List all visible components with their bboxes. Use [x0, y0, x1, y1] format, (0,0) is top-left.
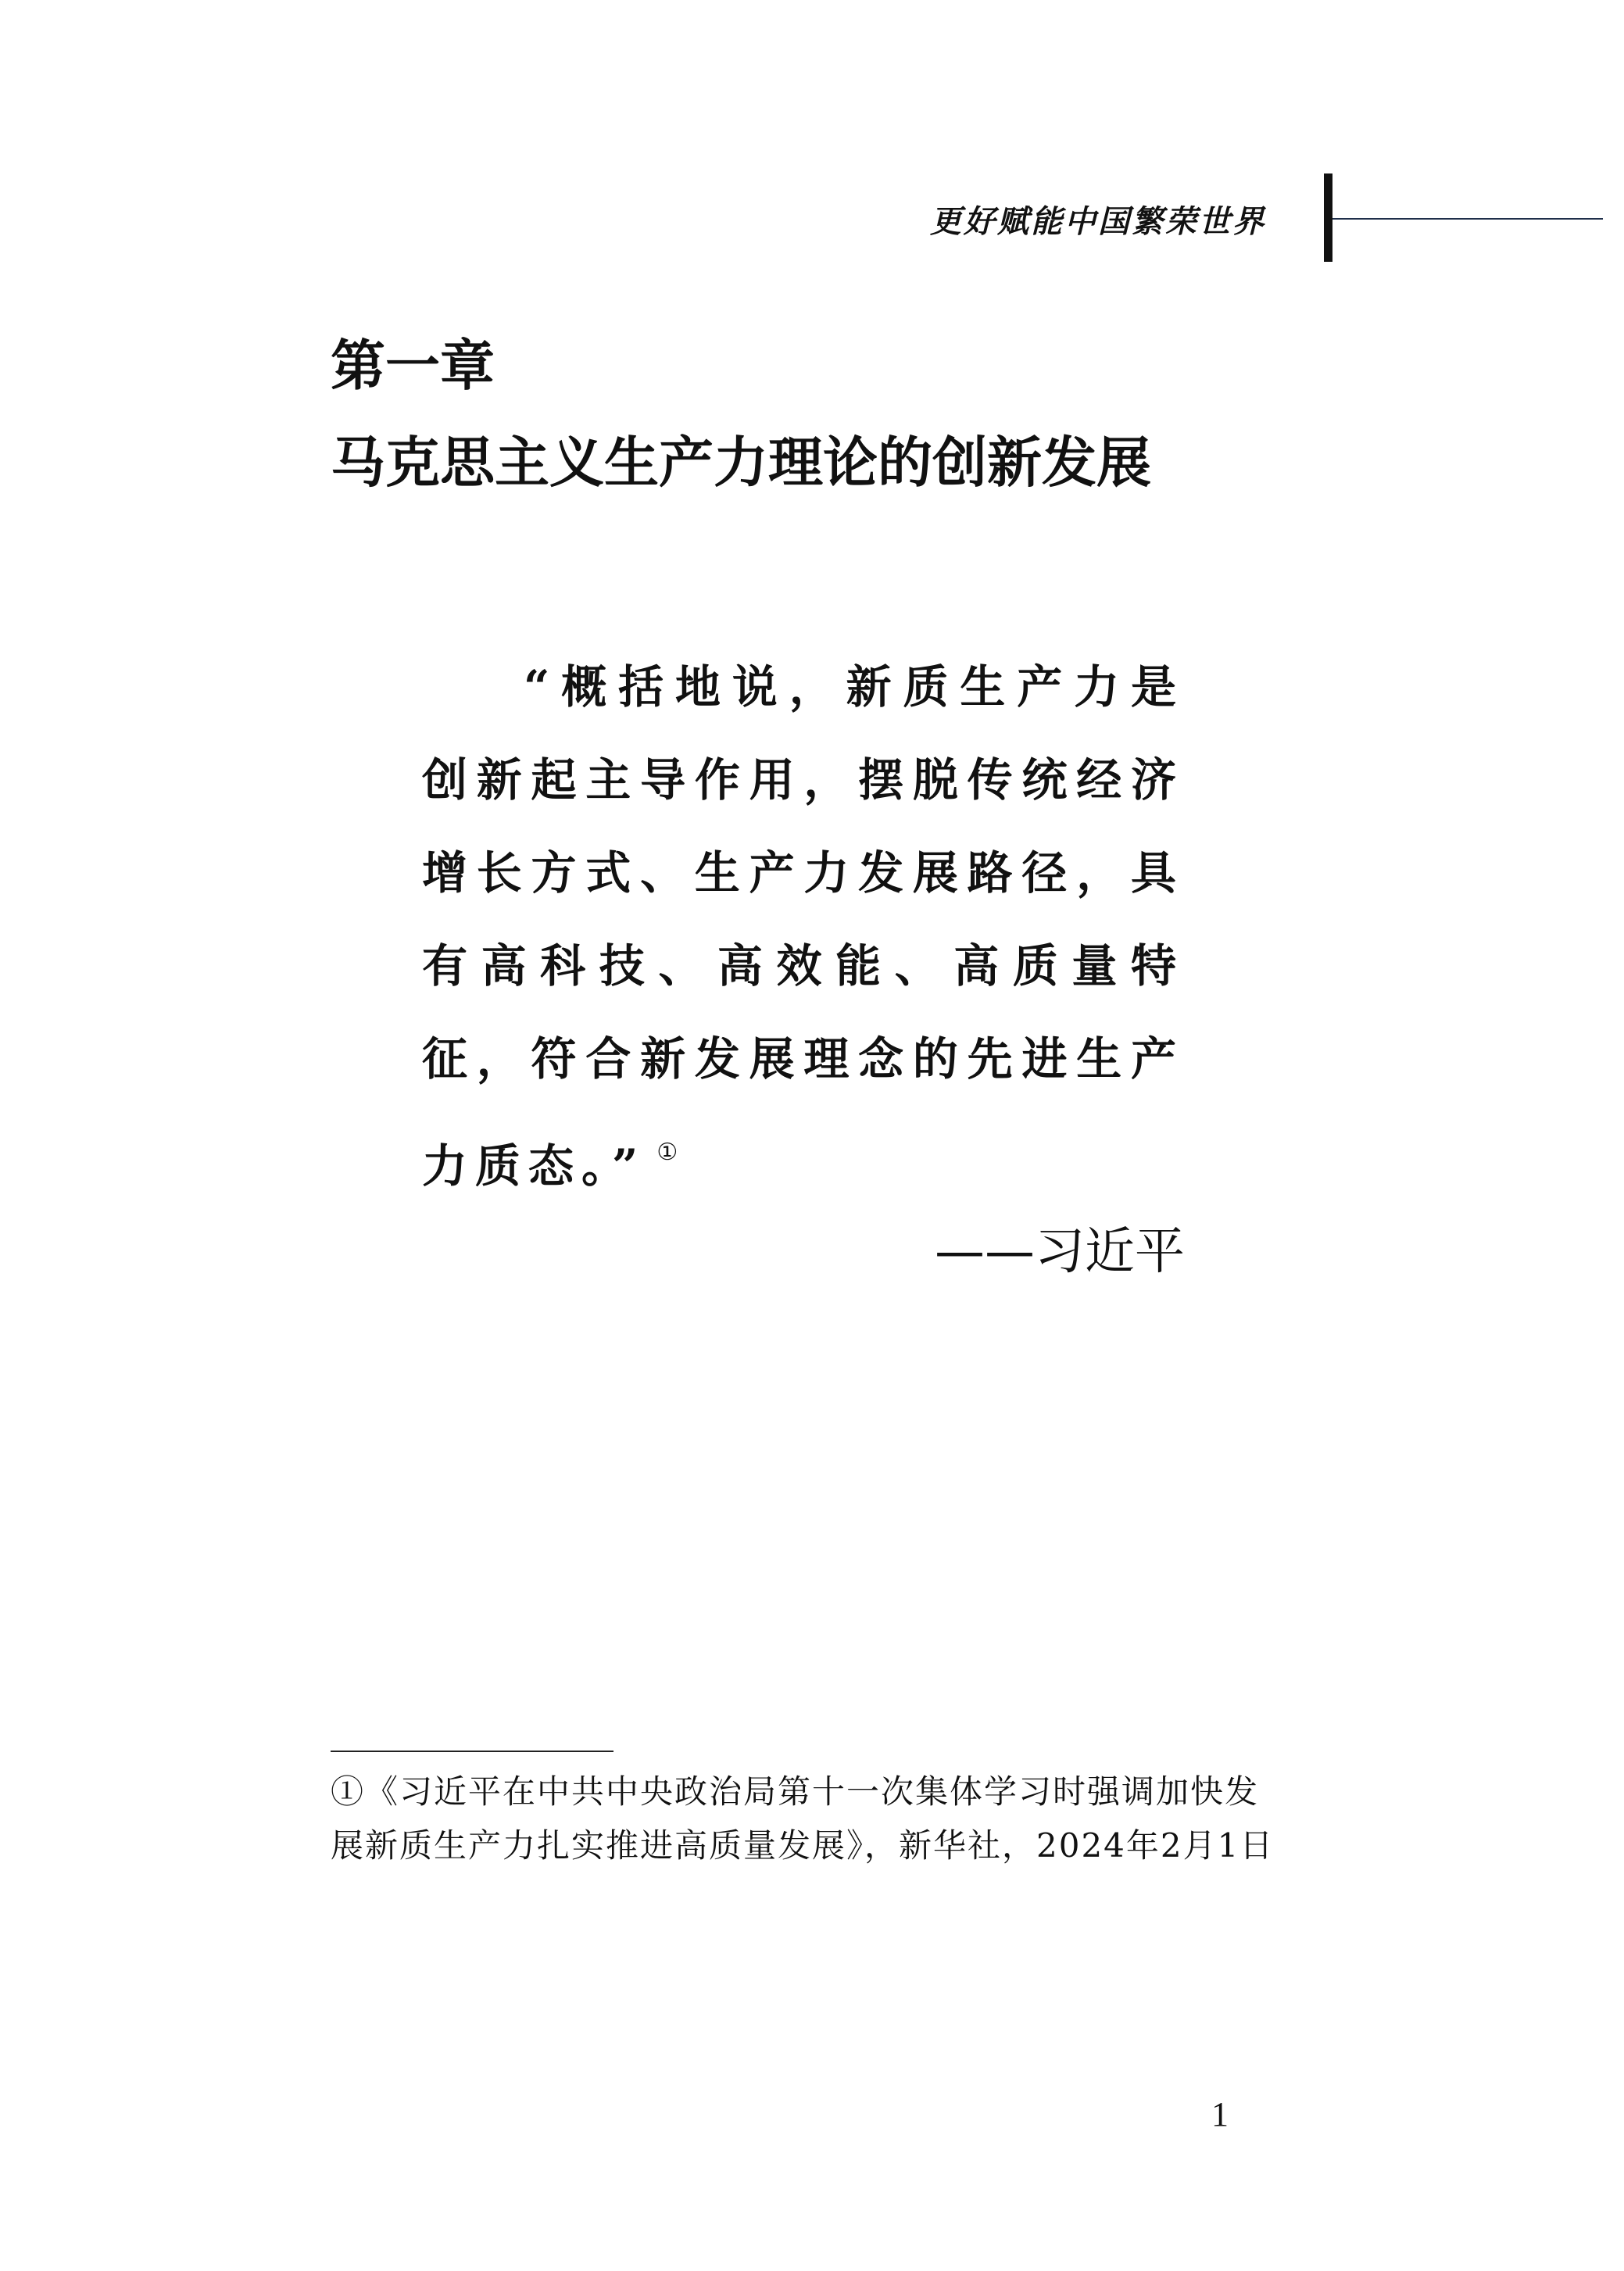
epigraph-quote: [422, 641, 1184, 1213]
epigraph-attribution: ——习近平: [935, 1223, 1185, 1281]
header-rule: [1332, 218, 1603, 220]
footnote-rule: [331, 1751, 613, 1752]
chapter-number: 第一章: [331, 333, 495, 398]
footnote-reference[interactable]: ①: [656, 1139, 678, 1166]
epigraph-text: “概括地说，新质生产力是创新起主导作用，摆脱传统经济增长方式、生产力发展路径，具有高科技、高效能、高质量特征，符合新发展理念的先进生产力质态。”: [422, 660, 1184, 1193]
footnote: ①《习近平在中共中央政治局第十一次集体学习时强调加快发展新质生产力扎实推进高质量发展》，新华社，2024年2月1日: [331, 1772, 1275, 1865]
page-number: 1: [1211, 2095, 1229, 2133]
header-bar: [1324, 173, 1332, 262]
running-header: 更好赋能中国繁荣世界: [930, 204, 1266, 240]
chapter-title: 马克思主义生产力理论的创新发展: [331, 430, 1151, 495]
